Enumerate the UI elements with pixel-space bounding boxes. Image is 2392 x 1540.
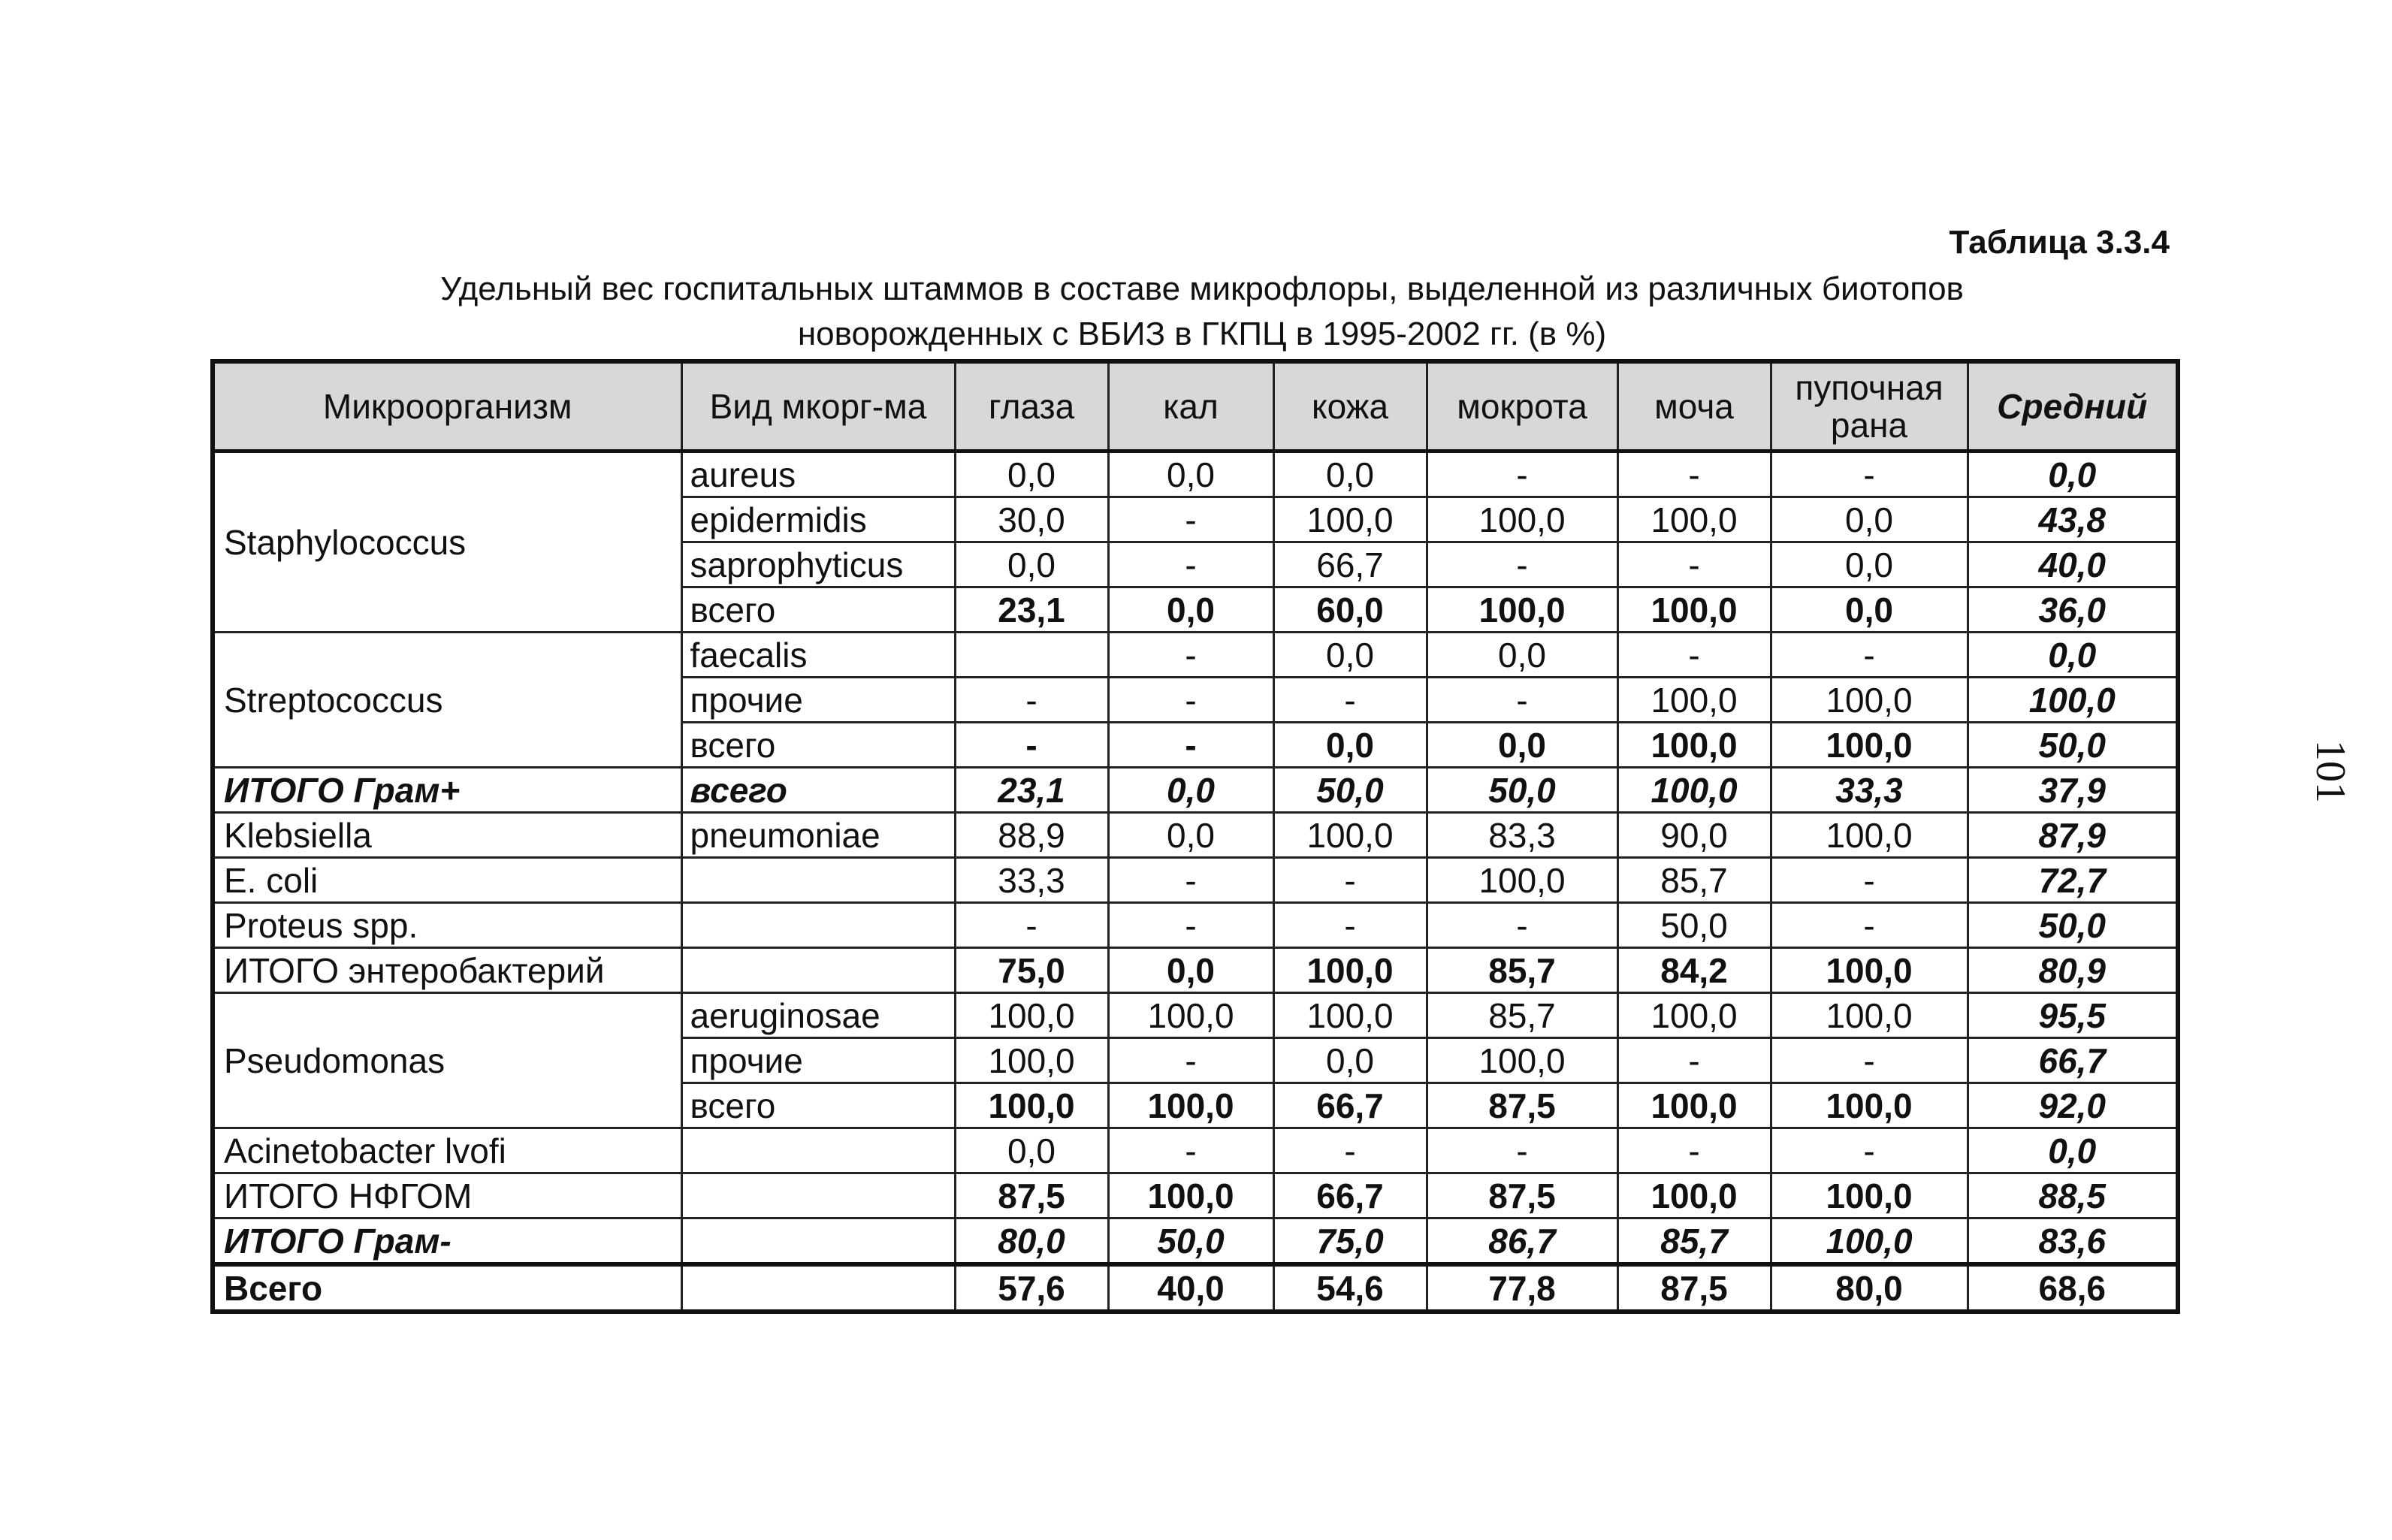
value-cell: 66,7 — [1273, 1083, 1427, 1128]
value-cell: - — [1771, 633, 1968, 678]
value-cell: 23,1 — [955, 768, 1108, 813]
value-cell: 100,0 — [1273, 993, 1427, 1038]
value-cell: 57,6 — [955, 1264, 1108, 1312]
value-cell: 50,0 — [1273, 768, 1427, 813]
value-cell: - — [1771, 451, 1968, 497]
header-species: Вид мкорг-ма — [681, 361, 955, 451]
species-cell: saprophyticus — [681, 542, 955, 587]
average-cell: 36,0 — [1968, 587, 2178, 633]
value-cell: 100,0 — [1771, 993, 1968, 1038]
value-cell: - — [1108, 903, 1273, 948]
value-cell: 100,0 — [1771, 948, 1968, 993]
value-cell: 87,5 — [1617, 1264, 1771, 1312]
value-cell: - — [1617, 1128, 1771, 1173]
value-cell: 100,0 — [1617, 1173, 1771, 1218]
value-cell: 85,7 — [1617, 1218, 1771, 1265]
average-cell: 50,0 — [1968, 723, 2178, 768]
organism-cell: Всего — [213, 1264, 681, 1312]
value-cell: 77,8 — [1427, 1264, 1617, 1312]
value-cell: - — [1108, 633, 1273, 678]
value-cell: 84,2 — [1617, 948, 1771, 993]
table-row — [213, 858, 2178, 903]
header-umbilical-wound — [1771, 361, 1968, 451]
value-cell: 0,0 — [1771, 587, 1968, 633]
value-cell: 0,0 — [955, 451, 1108, 497]
table-number-label: Таблица 3.3.4 — [1949, 224, 2170, 261]
value-cell: 33,3 — [1771, 768, 1968, 813]
value-cell: 0,0 — [1108, 813, 1273, 858]
value-cell: 23,1 — [955, 587, 1108, 633]
table-row — [213, 633, 2178, 678]
value-cell: - — [955, 903, 1108, 948]
table-row-grand-total — [213, 1264, 2178, 1312]
value-cell: 100,0 — [1771, 1218, 1968, 1265]
value-cell: 33,3 — [955, 858, 1108, 903]
species-cell — [681, 948, 955, 993]
average-cell: 43,8 — [1968, 497, 2178, 542]
value-cell: 66,7 — [1273, 1173, 1427, 1218]
header-umbilical-line-2: рана — [1830, 406, 1908, 445]
value-cell: 85,7 — [1427, 993, 1617, 1038]
average-cell: 37,9 — [1968, 768, 2178, 813]
value-cell: - — [1273, 678, 1427, 723]
value-cell: 0,0 — [1273, 1038, 1427, 1083]
value-cell: - — [1108, 1038, 1273, 1083]
value-cell: 85,7 — [1427, 948, 1617, 993]
table-row — [213, 451, 2178, 497]
value-cell: 54,6 — [1273, 1264, 1427, 1312]
value-cell: - — [1108, 497, 1273, 542]
value-cell: 0,0 — [955, 542, 1108, 587]
value-cell: 0,0 — [1108, 768, 1273, 813]
value-cell: 88,9 — [955, 813, 1108, 858]
average-cell: 100,0 — [1968, 678, 2178, 723]
species-cell: прочие — [681, 678, 955, 723]
species-cell: aureus — [681, 451, 955, 497]
value-cell: 100,0 — [1617, 587, 1771, 633]
species-cell: pneumoniae — [681, 813, 955, 858]
value-cell: 50,0 — [1617, 903, 1771, 948]
value-cell: 100,0 — [1617, 768, 1771, 813]
value-cell: 60,0 — [1273, 587, 1427, 633]
table-row-gram-positive-total — [213, 768, 2178, 813]
average-cell: 0,0 — [1968, 1128, 2178, 1173]
value-cell: 100,0 — [1108, 1083, 1273, 1128]
value-cell: 0,0 — [1427, 723, 1617, 768]
value-cell: 100,0 — [1771, 678, 1968, 723]
average-cell: 92,0 — [1968, 1083, 2178, 1128]
organism-cell: Acinetobacter lvofi — [213, 1128, 681, 1173]
value-cell: 100,0 — [1617, 1083, 1771, 1128]
header-skin: кожа — [1273, 361, 1427, 451]
header-stool: кал — [1108, 361, 1273, 451]
species-cell: прочие — [681, 1038, 955, 1083]
value-cell: 87,5 — [955, 1173, 1108, 1218]
organism-cell: ИТОГО энтеробактерий — [213, 948, 681, 993]
value-cell: 0,0 — [1771, 497, 1968, 542]
table-row — [213, 813, 2178, 858]
value-cell: 100,0 — [1273, 497, 1427, 542]
average-cell: 80,9 — [1968, 948, 2178, 993]
organism-cell: ИТОГО Грам+ — [213, 768, 681, 813]
value-cell: 100,0 — [955, 1083, 1108, 1128]
value-cell: 0,0 — [955, 1128, 1108, 1173]
average-cell: 66,7 — [1968, 1038, 2178, 1083]
average-cell: 88,5 — [1968, 1173, 2178, 1218]
value-cell: 100,0 — [1617, 723, 1771, 768]
hospital-strains-table — [210, 359, 2180, 1314]
species-cell: всего — [681, 768, 955, 813]
value-cell: - — [1108, 723, 1273, 768]
average-cell: 87,9 — [1968, 813, 2178, 858]
value-cell: - — [1108, 542, 1273, 587]
value-cell: 100,0 — [1427, 497, 1617, 542]
value-cell: - — [1617, 1038, 1771, 1083]
average-cell: 0,0 — [1968, 633, 2178, 678]
organism-cell: E. coli — [213, 858, 681, 903]
header-organism: Микроорганизм — [213, 361, 681, 451]
value-cell: 80,0 — [1771, 1264, 1968, 1312]
average-cell: 0,0 — [1968, 451, 2178, 497]
species-cell — [681, 1173, 955, 1218]
value-cell: 0,0 — [1108, 948, 1273, 993]
species-cell: epidermidis — [681, 497, 955, 542]
average-cell: 95,5 — [1968, 993, 2178, 1038]
value-cell: 100,0 — [1273, 948, 1427, 993]
table-row — [213, 903, 2178, 948]
value-cell: 85,7 — [1617, 858, 1771, 903]
organism-cell: Klebsiella — [213, 813, 681, 858]
header-urine: моча — [1617, 361, 1771, 451]
value-cell: - — [1771, 903, 1968, 948]
average-cell: 68,6 — [1968, 1264, 2178, 1312]
value-cell: 100,0 — [1771, 1083, 1968, 1128]
species-cell: всего — [681, 1083, 955, 1128]
species-cell: aeruginosae — [681, 993, 955, 1038]
value-cell — [955, 633, 1108, 678]
value-cell: - — [955, 678, 1108, 723]
value-cell: 100,0 — [1108, 993, 1273, 1038]
page-number: 101 — [2307, 740, 2354, 803]
value-cell: 80,0 — [955, 1218, 1108, 1265]
organism-cell-staphylococcus: Staphylococcus — [213, 451, 681, 633]
average-cell: 40,0 — [1968, 542, 2178, 587]
species-cell: всего — [681, 723, 955, 768]
value-cell: 100,0 — [1108, 1173, 1273, 1218]
value-cell: - — [1273, 903, 1427, 948]
header-umbilical-line-1: пупочная — [1795, 368, 1944, 407]
value-cell: 100,0 — [1617, 497, 1771, 542]
species-cell — [681, 1128, 955, 1173]
value-cell: 50,0 — [1108, 1218, 1273, 1265]
header-average: Средний — [1968, 361, 2178, 451]
value-cell: - — [1617, 633, 1771, 678]
species-cell — [681, 903, 955, 948]
species-cell: faecalis — [681, 633, 955, 678]
table-row — [213, 1128, 2178, 1173]
value-cell: - — [1108, 858, 1273, 903]
species-cell — [681, 858, 955, 903]
average-cell: 50,0 — [1968, 903, 2178, 948]
value-cell: 100,0 — [1427, 1038, 1617, 1083]
table-header-row — [213, 361, 2178, 451]
value-cell: 30,0 — [955, 497, 1108, 542]
value-cell: - — [1273, 858, 1427, 903]
value-cell: 0,0 — [1273, 451, 1427, 497]
organism-cell: ИТОГО НФГОМ — [213, 1173, 681, 1218]
species-cell — [681, 1218, 955, 1265]
value-cell: 0,0 — [1273, 633, 1427, 678]
value-cell: 100,0 — [1427, 587, 1617, 633]
value-cell: 0,0 — [1771, 542, 1968, 587]
organism-cell-streptococcus: Streptococcus — [213, 633, 681, 768]
header-eye: глаза — [955, 361, 1108, 451]
value-cell: 100,0 — [1427, 858, 1617, 903]
value-cell: - — [1427, 542, 1617, 587]
value-cell: 90,0 — [1617, 813, 1771, 858]
value-cell: - — [1108, 678, 1273, 723]
organism-cell-pseudomonas: Pseudomonas — [213, 993, 681, 1128]
average-cell: 83,6 — [1968, 1218, 2178, 1265]
table-caption-line-2: новорожденных с ВБИЗ в ГКПЦ в 1995-2002 гг. (в %) — [797, 316, 1607, 352]
value-cell: 66,7 — [1273, 542, 1427, 587]
value-cell: 0,0 — [1108, 451, 1273, 497]
value-cell: - — [1273, 1128, 1427, 1173]
value-cell: 87,5 — [1427, 1173, 1617, 1218]
value-cell: 83,3 — [1427, 813, 1617, 858]
value-cell: - — [1771, 1128, 1968, 1173]
value-cell: 0,0 — [1273, 723, 1427, 768]
value-cell: 100,0 — [1771, 723, 1968, 768]
value-cell: 75,0 — [955, 948, 1108, 993]
value-cell: 100,0 — [1273, 813, 1427, 858]
table-row-nfgom-total — [213, 1173, 2178, 1218]
organism-cell: Proteus spp. — [213, 903, 681, 948]
value-cell: - — [1427, 678, 1617, 723]
table-row — [213, 993, 2178, 1038]
organism-cell: ИТОГО Грам- — [213, 1218, 681, 1265]
table-caption-line-1: Удельный вес госпитальных штаммов в составе микрофлоры, выделенной из различных биотопов — [440, 270, 1964, 307]
value-cell: - — [1427, 1128, 1617, 1173]
header-sputum: мокрота — [1427, 361, 1617, 451]
value-cell: 100,0 — [955, 1038, 1108, 1083]
value-cell: 100,0 — [1771, 813, 1968, 858]
value-cell: - — [1427, 451, 1617, 497]
value-cell: 40,0 — [1108, 1264, 1273, 1312]
value-cell: 87,5 — [1427, 1083, 1617, 1128]
value-cell: - — [1617, 451, 1771, 497]
value-cell: - — [955, 723, 1108, 768]
species-cell — [681, 1264, 955, 1312]
value-cell: 100,0 — [1771, 1173, 1968, 1218]
value-cell: 75,0 — [1273, 1218, 1427, 1265]
value-cell: - — [1771, 858, 1968, 903]
average-cell: 72,7 — [1968, 858, 2178, 903]
value-cell: - — [1427, 903, 1617, 948]
table-row-enterobacteria-total — [213, 948, 2178, 993]
value-cell: 100,0 — [955, 993, 1108, 1038]
value-cell: 100,0 — [1617, 993, 1771, 1038]
value-cell: 0,0 — [1108, 587, 1273, 633]
value-cell: 0,0 — [1427, 633, 1617, 678]
value-cell: - — [1771, 1038, 1968, 1083]
species-cell: всего — [681, 587, 955, 633]
value-cell: 86,7 — [1427, 1218, 1617, 1265]
table-row-gram-negative-total — [213, 1218, 2178, 1265]
value-cell: 50,0 — [1427, 768, 1617, 813]
value-cell: 100,0 — [1617, 678, 1771, 723]
value-cell: - — [1108, 1128, 1273, 1173]
value-cell: - — [1617, 542, 1771, 587]
